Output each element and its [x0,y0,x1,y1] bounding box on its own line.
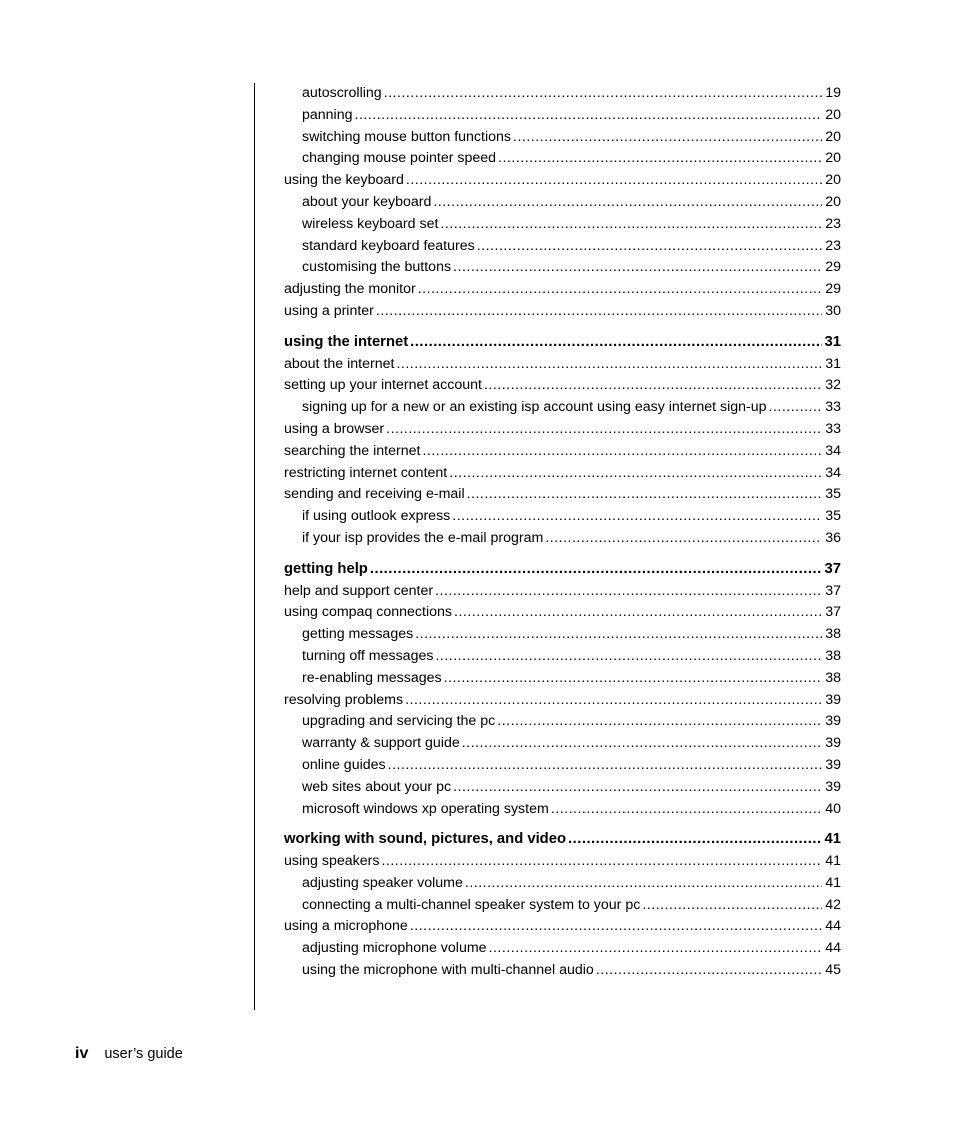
dot-leader [465,873,822,895]
toc-entry [284,397,841,419]
toc-entry [284,624,841,646]
toc-entry-title: searching the internet [284,442,421,459]
dot-leader [545,528,822,550]
toc-section-heading [284,829,841,851]
toc-entry-page: 33 [825,420,841,437]
toc-entry-page: 20 [825,150,841,167]
toc-entry-page: 39 [825,691,841,708]
dot-leader [568,829,822,851]
toc-entry-page: 23 [825,215,841,232]
toc-entry-title: wireless keyboard set [302,215,439,232]
table-of-contents [284,83,841,982]
toc-entry-title: using speakers [284,853,380,870]
toc-section-heading [284,559,841,581]
dot-leader [384,83,822,105]
toc-entry-title: signing up for a new or an existing isp account using easy internet sign-up [302,399,767,416]
toc-entry-title: help and support center [284,582,434,599]
toc-entry [284,127,841,149]
dot-leader [440,214,822,236]
toc-entry-page: 37 [825,604,841,621]
toc-entry-page: 38 [825,626,841,643]
vertical-rule [254,83,255,1010]
toc-entry-title: microsoft windows xp operating system [302,800,549,817]
toc-entry-page: 41 [824,831,841,848]
dot-leader [386,419,822,441]
dot-leader [467,484,822,506]
toc-entry-page: 33 [825,399,841,416]
toc-entry [284,646,841,668]
toc-entry-page: 32 [825,377,841,394]
dot-leader [642,895,822,917]
toc-entry [284,170,841,192]
toc-entry-page: 29 [825,281,841,298]
toc-entry [284,528,841,550]
toc-entry [284,777,841,799]
toc-entry-title: using the internet [284,333,409,350]
dot-leader [498,148,822,170]
toc-section-heading [284,332,841,354]
toc-entry-title: turning off messages [302,647,434,664]
toc-entry [284,301,841,323]
toc-entry-title: if using outlook express [302,508,451,525]
toc-entry [284,279,841,301]
toc-entry-title: connecting a multi-channel speaker system to your pc [302,896,641,913]
toc-entry-title: getting help [284,560,368,577]
dot-leader [454,602,822,624]
toc-entry-title: about your keyboard [302,193,432,210]
toc-entry [284,375,841,397]
toc-entry-title: using the keyboard [284,172,404,189]
toc-entry [284,214,841,236]
dot-leader [497,711,822,733]
toc-entry-title: sending and receiving e-mail [284,486,465,503]
toc-entry-title: restricting internet content [284,464,448,481]
toc-entry [284,484,841,506]
toc-entry-page: 35 [825,508,841,525]
toc-entry-title: online guides [302,756,386,773]
toc-entry [284,83,841,105]
toc-entry-title: if your isp provides the e-mail program [302,529,544,546]
dot-leader [449,463,822,485]
dot-leader [769,397,822,419]
toc-entry [284,733,841,755]
toc-entry [284,236,841,258]
toc-entry-page: 37 [825,582,841,599]
toc-entry [284,463,841,485]
toc-entry-title: customising the buttons [302,259,452,276]
toc-entry-title: using a microphone [284,918,408,935]
toc-entry-page: 39 [825,735,841,752]
toc-entry [284,441,841,463]
toc-entry-page: 41 [825,853,841,870]
toc-entry-page: 39 [825,778,841,795]
dot-leader [596,960,822,982]
toc-entry-title: adjusting speaker volume [302,874,463,891]
toc-entry-title: getting messages [302,626,414,643]
toc-entry-page: 35 [825,486,841,503]
toc-entry [284,354,841,376]
toc-entry-page: 34 [825,442,841,459]
toc-entry [284,799,841,821]
toc-entry-page: 42 [825,896,841,913]
dot-leader [433,192,822,214]
toc-entry-title: warranty & support guide [302,735,460,752]
dot-leader [388,755,822,777]
toc-entry-title: adjusting the monitor [284,281,416,298]
dot-leader [355,105,823,127]
toc-entry-title: panning [302,106,353,123]
dot-leader [435,646,822,668]
toc-entry [284,938,841,960]
toc-entry-page: 20 [825,106,841,123]
toc-entry [284,895,841,917]
toc-entry-title: resolving problems [284,691,404,708]
toc-entry-title: using a browser [284,420,385,437]
dot-leader [551,799,822,821]
toc-entry [284,602,841,624]
toc-entry [284,105,841,127]
toc-entry-title: standard keyboard features [302,237,475,254]
dot-leader [484,375,822,397]
toc-entry-title: using a printer [284,302,374,319]
toc-entry [284,148,841,170]
toc-entry-title: adjusting microphone volume [302,940,487,957]
toc-entry [284,755,841,777]
dot-leader [405,690,822,712]
toc-entry-page: 36 [825,529,841,546]
dot-leader [415,624,822,646]
toc-entry-page: 40 [825,800,841,817]
toc-entry-title: changing mouse pointer speed [302,150,497,167]
toc-entry-title: web sites about your pc [302,778,452,795]
toc-entry [284,257,841,279]
toc-entry-page: 19 [825,85,841,101]
toc-entry-title: using the microphone with multi-channel audio [302,962,594,979]
toc-entry-title: setting up your internet account [284,377,482,394]
dot-leader [489,938,822,960]
toc-entry-title: switching mouse button functions [302,128,511,145]
dot-leader [376,301,822,323]
toc-entry-page: 29 [825,259,841,276]
toc-entry [284,916,841,938]
dot-leader [381,851,822,873]
dot-leader [444,668,822,690]
dot-leader [452,506,822,528]
dot-leader [418,279,822,301]
dot-leader [410,916,822,938]
toc-entry-page: 34 [825,464,841,481]
toc-entry [284,192,841,214]
toc-entry-page: 39 [825,756,841,773]
dot-leader [435,581,822,603]
toc-entry-page: 30 [825,302,841,319]
toc-entry [284,873,841,895]
toc-entry-page: 31 [824,333,841,350]
toc-entry-page: 41 [825,874,841,891]
toc-entry-title: using compaq connections [284,604,452,621]
dot-leader [477,236,822,258]
footer-label: user’s guide [104,1046,183,1062]
toc-entry-page: 44 [825,940,841,957]
toc-entry-page: 44 [825,918,841,935]
page-footer [75,1045,183,1063]
toc-entry-page: 20 [825,193,841,210]
toc-entry-page: 31 [825,355,841,372]
toc-entry-title: re-enabling messages [302,669,442,686]
toc-entry-page: 37 [824,560,841,577]
dot-leader [406,170,822,192]
dot-leader [422,441,822,463]
toc-entry [284,668,841,690]
toc-entry [284,581,841,603]
toc-entry-title: working with sound, pictures, and video [284,831,566,848]
dot-leader [370,559,822,581]
toc-entry [284,419,841,441]
toc-entry [284,690,841,712]
toc-entry-title: autoscrolling [302,85,382,101]
toc-entry-page: 38 [825,647,841,664]
dot-leader [410,332,822,354]
toc-entry [284,711,841,733]
toc-entry-title: about the internet [284,355,395,372]
footer-page-number: iv [75,1045,89,1062]
toc-entry [284,960,841,982]
toc-entry-page: 23 [825,237,841,254]
dot-leader [453,777,822,799]
toc-entry-page: 20 [825,172,841,189]
dot-leader [462,733,822,755]
toc-entry-page: 45 [825,962,841,979]
toc-entry-page: 20 [825,128,841,145]
dot-leader [396,354,822,376]
toc-entry [284,506,841,528]
dot-leader [513,127,822,149]
toc-entry-title: upgrading and servicing the pc [302,713,496,730]
toc-entry-page: 39 [825,713,841,730]
toc-entry-page: 38 [825,669,841,686]
dot-leader [453,257,822,279]
toc-entry [284,851,841,873]
